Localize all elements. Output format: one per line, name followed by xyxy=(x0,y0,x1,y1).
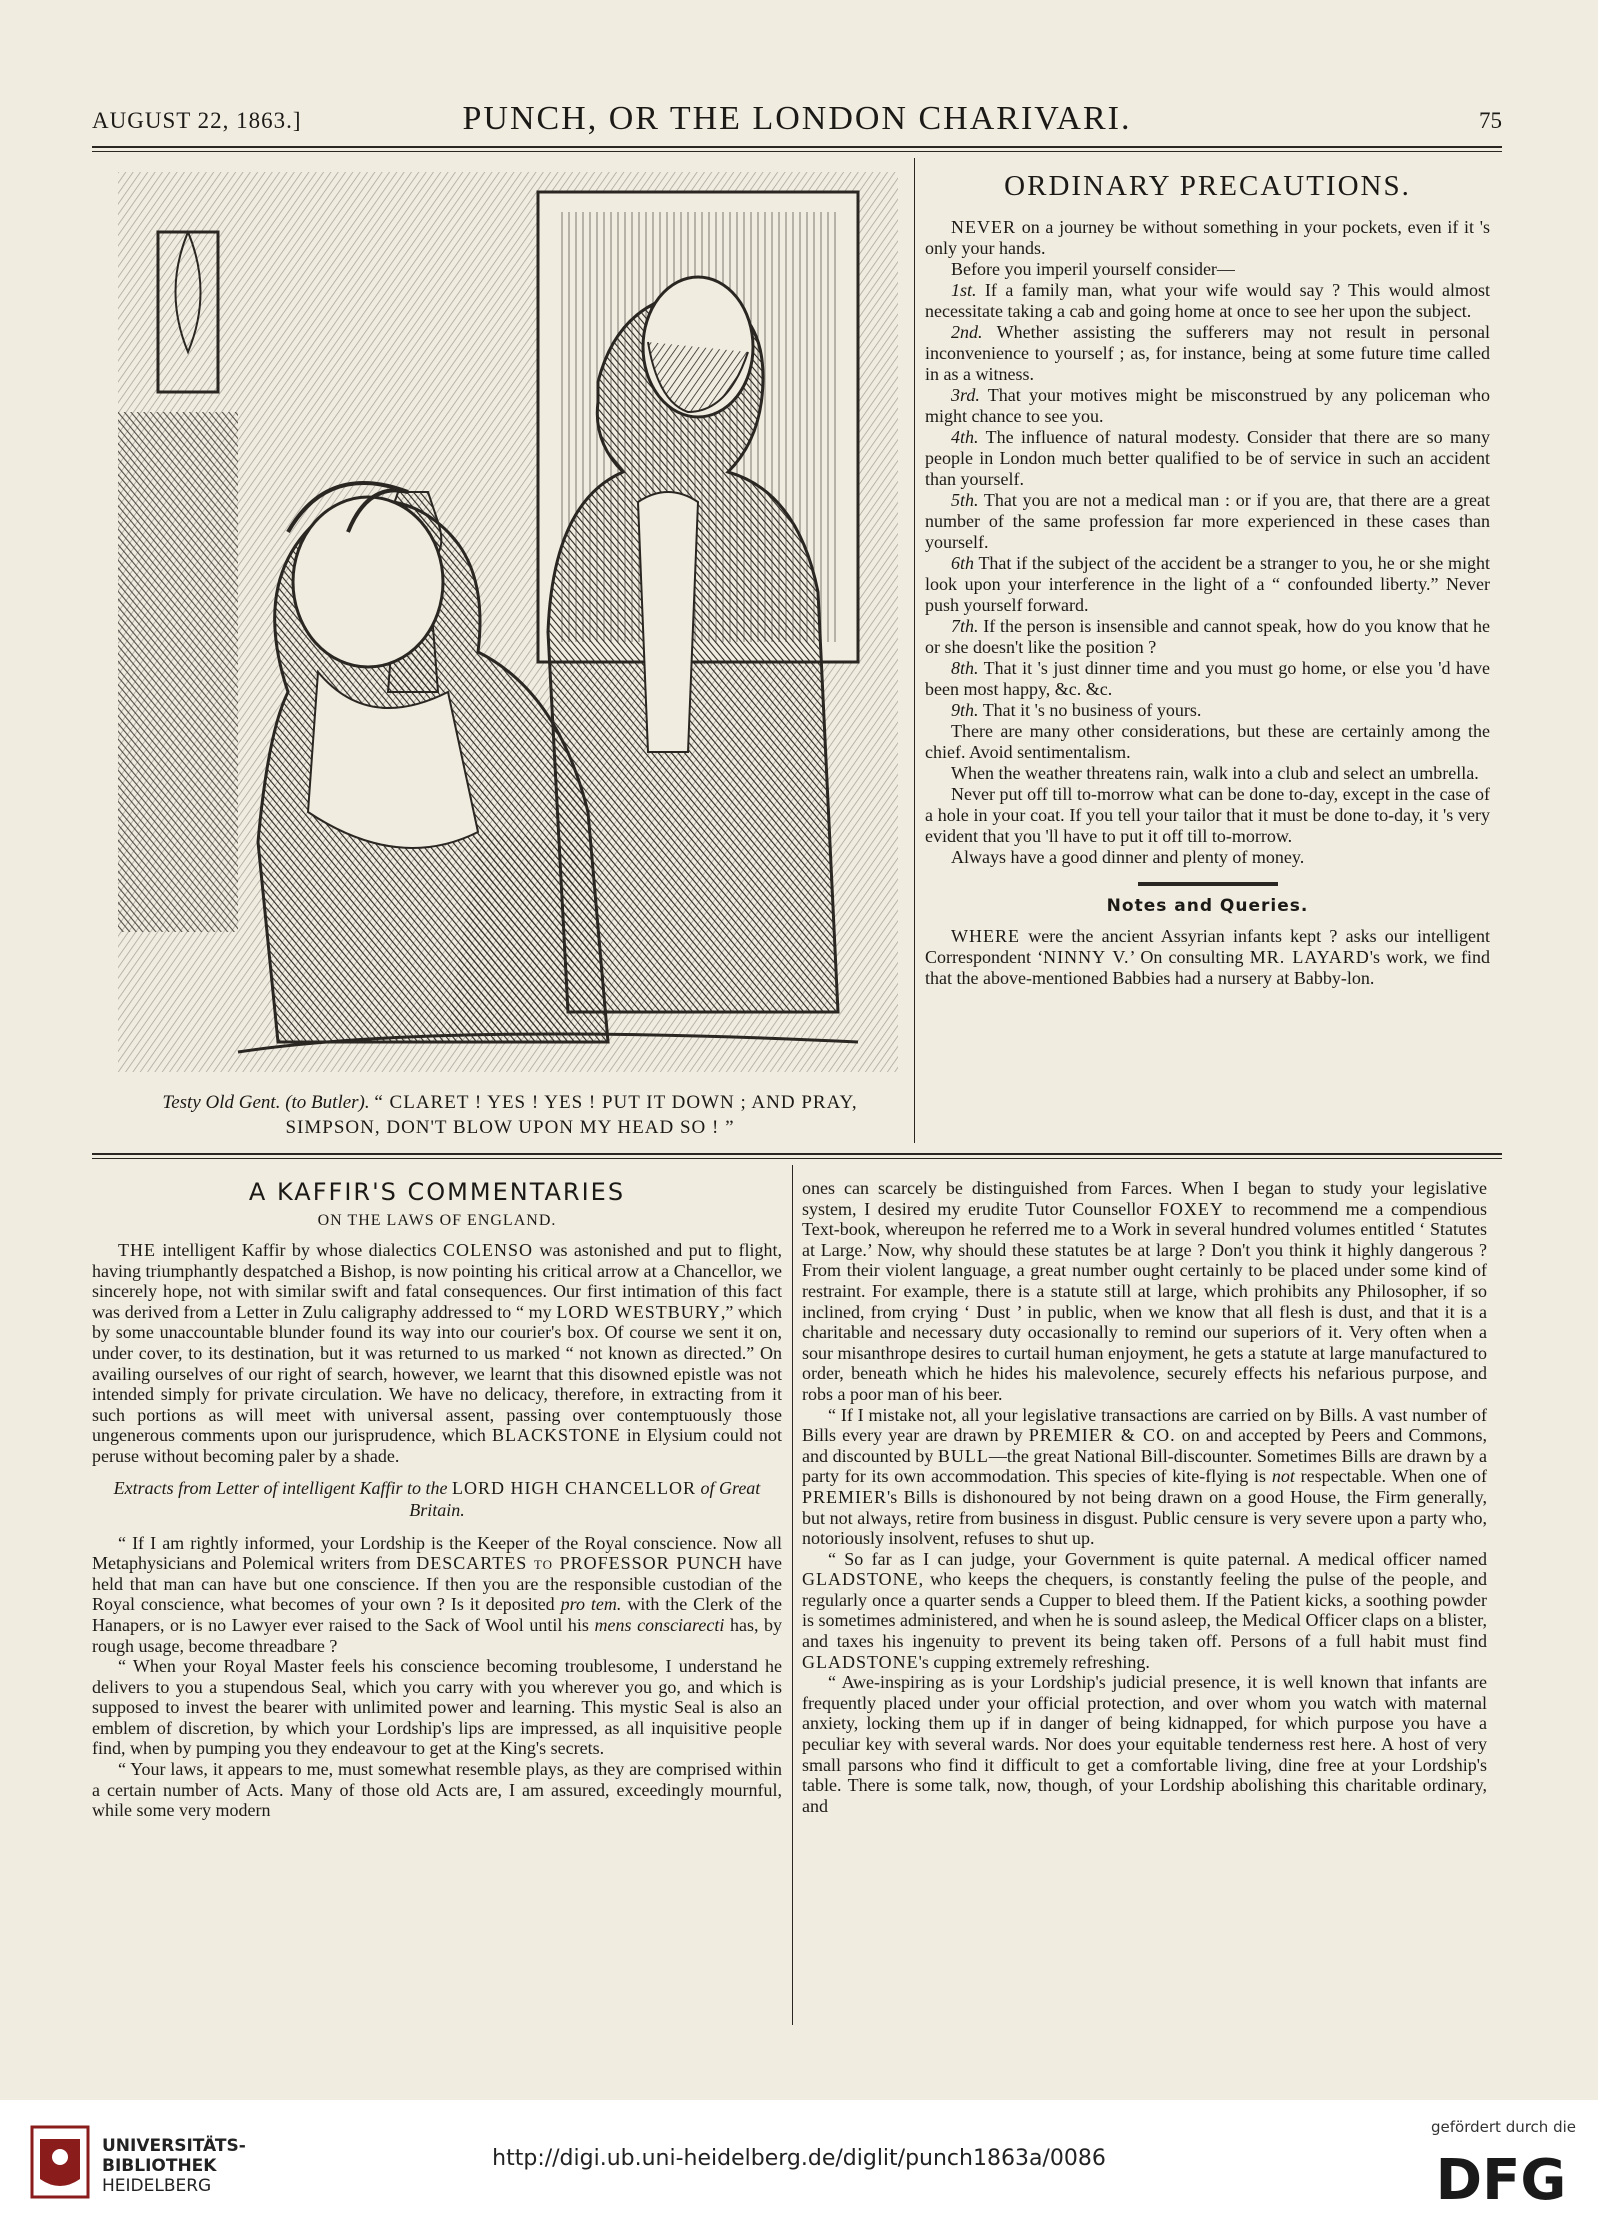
precaution-item xyxy=(925,553,1490,616)
notes-text: 's work, we find that the above-mentioned Babbies had a nursery at Babby-lon. xyxy=(925,947,1490,988)
item-number: 6th xyxy=(951,553,975,573)
correspondent-name: NINNY V. xyxy=(1043,947,1130,967)
pro-tem: pro tem. xyxy=(560,1594,622,1615)
extract-heading xyxy=(92,1477,782,1521)
item-number: 4th. xyxy=(951,427,979,447)
p2-text: has, by rough usage, become threadbare ? xyxy=(92,1614,783,1656)
item-number: 7th. xyxy=(951,616,979,636)
page-header xyxy=(92,100,1502,146)
dfg-logo-icon xyxy=(1426,2144,1576,2206)
engraving-claret-butler-icon xyxy=(118,172,898,1072)
precaution-item xyxy=(925,385,1490,427)
closing-paragraph: When the weather threatens rain, walk into a club and select an umbrella. xyxy=(951,763,1479,783)
caption-speaker: Testy Old Gent. (to Butler). xyxy=(162,1092,370,1113)
kaffir-paragraph-2 xyxy=(92,1533,782,1657)
notes-paragraph xyxy=(925,926,1490,989)
name-lord-westbury: LORD WESTBURY xyxy=(556,1301,721,1322)
kaffir-paragraph-4: “ Your laws, it appears to me, must somewhat resemble plays, as they are comprised within a certain number of Acts. Many of those old Acts are, I am assured, exceedingly mournful, while some very modern xyxy=(92,1759,782,1821)
column-divider-bottom xyxy=(792,1165,793,2025)
library-line-3: HEIDELBERG xyxy=(102,2176,212,2196)
kaffir-subtitle: ON THE LAWS OF ENGLAND. xyxy=(317,1212,557,1229)
m3-text: , who keeps the chequers, is constantly feeling the pulse of the people, and regularly once a quarter sends a Cupper to bleed them. If the Patient kicks, a soothing powder is sometimes administered, and when he is sound asleep, the Medical Officer claps on a blister, and taxes his ingenuity to prevent its being taken off. Persons of a full habit must find xyxy=(802,1569,1487,1652)
kaffir-continuation-3 xyxy=(802,1549,1487,1673)
names-descartes-punch: DESCARTES to PROFESSOR PUNCH xyxy=(416,1553,743,1574)
item-text: That if the subject of the accident be a stranger to you, he or she might look upon your interference in the light of a “ confounded liberty.” Never push yourself forward. xyxy=(925,553,1490,615)
notes-text: ’ On consulting xyxy=(1129,947,1250,967)
item-text: That it 's no business of yours. xyxy=(978,700,1202,720)
m2-text: “ If I mistake not, all your legislative transactions are carried on by Bills. A vast number of Bills every year are drawn by xyxy=(802,1404,1487,1446)
item-number: 1st. xyxy=(951,280,977,300)
precaution-item xyxy=(925,322,1490,385)
p2-text: with the Clerk of the Hanapers, or is no Lawyer ever raised to the Sack of Wool until his xyxy=(92,1594,783,1635)
item-number: 5th. xyxy=(951,490,979,510)
m3-text: 's cupping extremely refreshing. xyxy=(918,1651,1150,1672)
closing-paragraph: Always have a good dinner and plenty of money. xyxy=(951,847,1305,867)
name-foxey: FOXEY xyxy=(1158,1198,1224,1219)
column-divider-top xyxy=(914,158,915,1143)
header-rule-top xyxy=(92,146,1502,148)
kaffir-column-left xyxy=(92,1178,782,1821)
precautions-before: Before you imperil yourself consider— xyxy=(951,259,1235,279)
precautions-column xyxy=(925,170,1490,989)
item-number: 2nd. xyxy=(951,322,983,342)
kaffir-paragraph-3: “ When your Royal Master feels his conscience becoming troublesome, I understand he delivers to you a stupendous Seal, which you carry with you wherever you go, and which is supposed to invest the bearer with unlimited power and learning. This mystic Seal is also an emblem of discretion, by which your Lordship's lips are impressed, as all inquisitive people find, when by pumping you they endeavour to get at the King's secrets. xyxy=(92,1656,782,1759)
name-gladstone: GLADSTONE xyxy=(802,1651,919,1672)
precaution-item xyxy=(925,700,1490,721)
name-bull: BULL xyxy=(937,1445,989,1466)
mid-rule-top xyxy=(92,1153,1502,1155)
m2-text: respectable. When one of xyxy=(1294,1466,1488,1487)
precautions-title: ORDINARY PRECAUTIONS. xyxy=(1004,170,1411,202)
caption-speech-line-2: SIMPSON, DON'T BLOW UPON MY HEAD SO ! ” xyxy=(285,1117,735,1138)
name-gladstone: GLADSTONE xyxy=(802,1569,919,1590)
page-number: 75 xyxy=(1479,108,1502,133)
item-text: If the person is insensible and cannot speak, how do you know that he or she doesn't like the position ? xyxy=(925,616,1490,657)
name-colenso: COLENSO xyxy=(443,1240,534,1260)
precautions-intro xyxy=(925,217,1490,259)
p1-text: in Elysium could not peruse without becoming paler by a shade. xyxy=(92,1425,782,1466)
emphasis-not: not xyxy=(1271,1466,1295,1487)
item-text: That it 's just dinner time and you must go home, or else you 'd have been most happy, &c. &c. xyxy=(925,658,1490,699)
library-line-2: BIBLIOTHEK xyxy=(102,2156,217,2176)
p1-lead: THE xyxy=(118,1240,156,1260)
kaffir-title: A KAFFIR'S COMMENTARIES xyxy=(248,1178,626,1206)
kaffir-continuation-1 xyxy=(802,1178,1487,1405)
name-premier: PREMIER xyxy=(802,1486,888,1507)
section-divider xyxy=(1138,882,1278,886)
closing-paragraph: Never put off till to-morrow what can be done to-day, except in the case of a hole in your coat. If you tell your tailor that it must be done to-day, it 's very evident that you 'll have to put it off till to-morrow. xyxy=(925,784,1490,846)
precaution-item xyxy=(925,280,1490,322)
intro-rest: on a journey be without something in your pockets, even if it 's only your hands. xyxy=(925,217,1490,258)
author-name: MR. LAYARD xyxy=(1249,947,1370,967)
intro-lead: NEVER xyxy=(951,217,1016,237)
funded-by-label: gefördert durch die xyxy=(1431,2118,1576,2136)
header-rule-bottom xyxy=(92,151,1502,152)
dfg-logo-text: DFG xyxy=(1435,2148,1567,2206)
precaution-item xyxy=(925,616,1490,658)
kaffir-continuation-4: “ Awe-inspiring as is your Lordship's judicial presence, it is well known that infants are frequently placed under your official protection, and over whom you watch with maternal anxiety, locking them up if in danger of being kidnapped, for which purpose you have a peculiar key with several wards. Nor does your equitable tenderness rest here. A host of very small parsons who find it difficult to get a comfortable living, dine free at your Lordship's table. There is some talk, now, though, of your Lordship abolishing this charitable ordinary, and xyxy=(802,1672,1487,1816)
p1-text: was astonished and put to flight, having triumphantly despatched a Bishop, is now pointing his critical arrow at a Chancellor, we sincerely hope, not with similar swift and fatal consequences. Our first intimation of this fact was derived from a Letter in Zulu caligraphy addressed to “ my xyxy=(92,1240,782,1322)
item-text: Whether assisting the sufferers may not result in personal inconvenience to yourself ; as, for instance, being at some future time called in as a witness. xyxy=(925,322,1490,384)
item-text: The influence of natural modesty. Consider that there are so many people in London much better qualified to be of service in such an accident than yourself. xyxy=(925,427,1490,489)
publication-title: PUNCH, OR THE LONDON CHARIVARI. xyxy=(462,100,1132,137)
mid-rule-bottom xyxy=(92,1158,1502,1159)
m2-text: 's Bills is dishonoured by not being drawn on a good House, the Firm generally, but not always, retire from business in disgust. Public censure is very severe upon a party who, notoriously insolvent, refuses to shut up. xyxy=(802,1486,1487,1549)
precaution-item xyxy=(925,658,1490,700)
item-number: 3rd. xyxy=(951,385,980,405)
kaffir-column-right xyxy=(802,1178,1487,1816)
issue-date: AUGUST 22, 1863.] xyxy=(92,108,302,133)
item-number: 9th. xyxy=(951,700,979,720)
item-text: That your motives might be misconstrued by any policeman who might chance to see you. xyxy=(925,385,1490,426)
digitization-footer xyxy=(0,2100,1598,2223)
precaution-item xyxy=(925,427,1490,490)
m2-text: on and accepted by Peers and Commons, and discounted by xyxy=(802,1425,1487,1466)
p1-text: intelligent Kaffir by whose dialectics xyxy=(156,1240,444,1260)
p2-text: “ If I am rightly informed, your Lordship is the Keeper of the Royal conscience. Now all Metaphysicians and Polemical writers from xyxy=(92,1532,782,1574)
extract-text: Extracts from Letter of intelligent Kaffir to the xyxy=(113,1477,452,1498)
notes-title: Notes and Queries. xyxy=(1106,896,1309,916)
item-number: 8th. xyxy=(951,658,979,678)
name-premier-co: PREMIER & CO. xyxy=(1028,1425,1176,1446)
notes-text: were the ancient Assyrian infants kept ? asks our intelligent Correspondent ‘ xyxy=(925,926,1490,967)
notes-lead: WHERE xyxy=(951,926,1020,946)
m3-text: “ So far as I can judge, your Government is quite paternal. A medical officer named xyxy=(828,1548,1487,1569)
illustration-caption xyxy=(110,1090,910,1140)
precaution-item xyxy=(925,490,1490,553)
closing-paragraph: There are many other considerations, but these are certainly among the chief. Avoid sentimentalism. xyxy=(925,721,1490,762)
p2-text: have held that man can have but one conscience. If then you are the responsible custodian of the Royal conscience, what becomes of your own ? Is it deposited xyxy=(92,1553,783,1615)
name-blackstone: BLACKSTONE xyxy=(491,1425,621,1446)
m2-text: —the great National Bill-discounter. Sometimes Bills are drawn by a party for its own accommodation. This species of kite-flying is xyxy=(802,1445,1487,1487)
library-line-1: UNIVERSITÄTS- xyxy=(102,2136,246,2156)
p1-text: ,” which by some unaccountable blunder found its way into our courier's box. Of course we sent it on, under cover, to its destination, but it was returned to us marked “ not known as directed.” On availing ourselves of our right of search, however, we learnt that this disowned epistle was not intended simply for private circulation. We have no delicacy, therefore, in extracting from it such portions as will meet with universal assent, passing over contemptuously those ungenerous comments upon our jurisprudence, which xyxy=(92,1301,783,1446)
caption-speech-line-1: “ CLARET ! YES ! YES ! PUT IT DOWN ; AND PRAY, xyxy=(374,1092,858,1113)
latin-phrase: mens consciarecti xyxy=(594,1614,725,1635)
kaffir-continuation-2 xyxy=(802,1405,1487,1549)
m1-text: ones can scarcely be distinguished from Farces. When I began to study your legislative system, I desired my erudite Tutor Counsellor xyxy=(802,1178,1487,1219)
item-text: If a family man, what your wife would say ? This would almost necessitate taking a cab and going home at once to see her upon the subject. xyxy=(925,280,1490,321)
item-text: That you are not a medical man : or if you are, that there are a great number of the same profession far more experienced in these cases than yourself. xyxy=(925,490,1490,552)
kaffir-paragraph-1 xyxy=(92,1240,782,1467)
lord-high-chancellor: LORD HIGH CHANCELLOR xyxy=(451,1477,696,1498)
m1-text: to recommend me a compendious Text-book, whereupon he referred me to a Work in several hundred volumes entitled ‘ Statutes at Large.’ Now, why should these statutes be at large ? Don't you think it highly dangerous ? From their violent language, a great number ought certainly to be placed under some kind of restraint. For example, there is a statute still at large, which prohibits any Philosopher, if so inclined, from crying ‘ Dust ’ in public, when we know that all flesh is dust, and that it is a charitable and necessary duty occasionally to remind our superiors of it. Very often when a sour misanthrope desires to curtail human enjoyment, he gets a statute at large manufactured to order, beneath which he hides his malevolence, securely effects his nefarious purpose, and robs a poor man of his beer. xyxy=(802,1198,1487,1404)
extract-text: of Great Britain. xyxy=(409,1477,761,1520)
source-url-link[interactable]: http://digi.ub.uni-heidelberg.de/diglit/punch1863a/0086 xyxy=(492,2146,1106,2171)
